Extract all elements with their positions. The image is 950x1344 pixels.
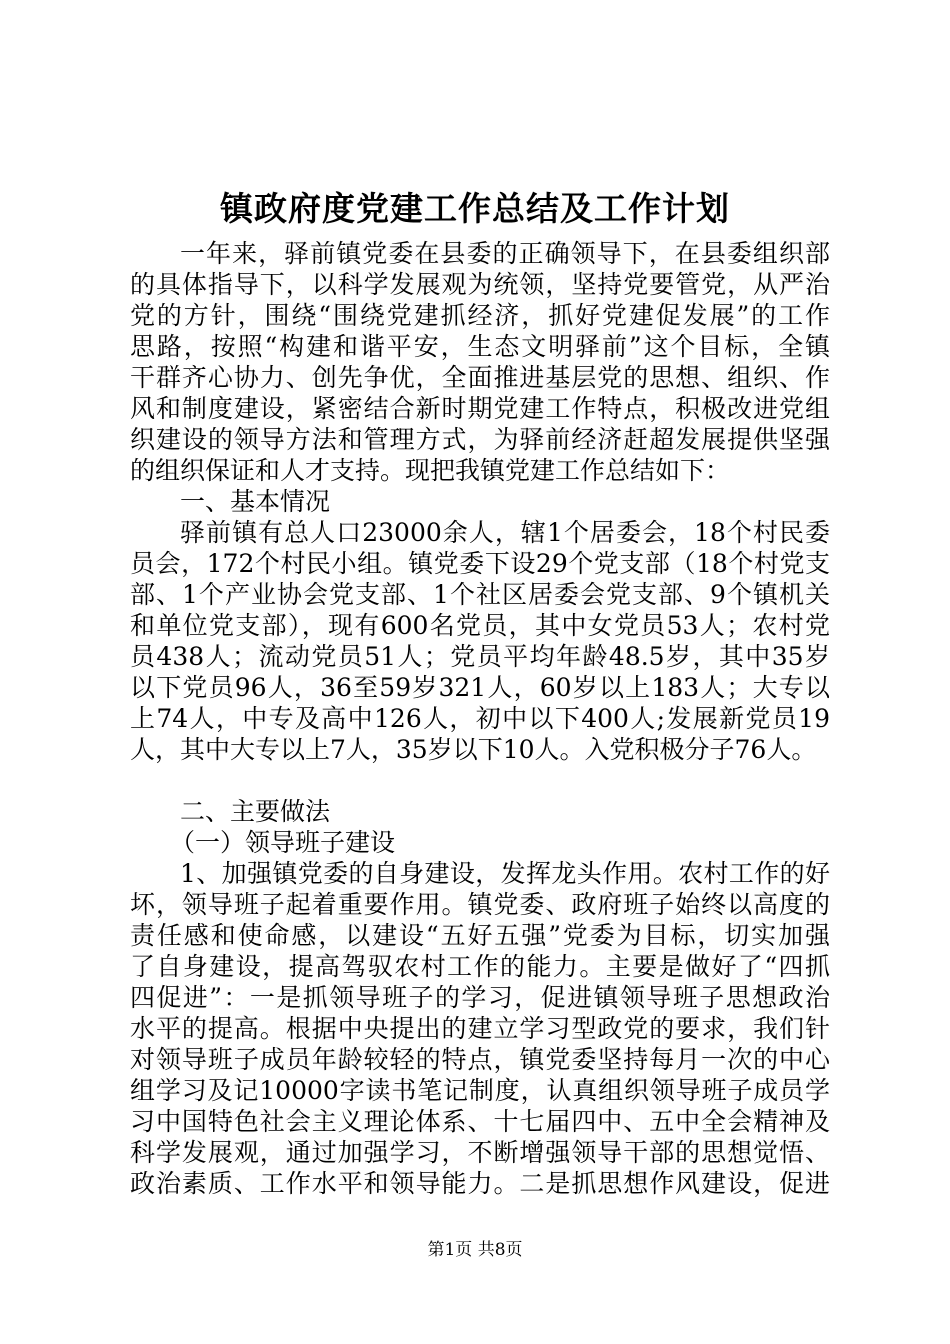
paragraph-line: 四促进”：一是抓领导班子的学习，促进镇领导班子思想政治 <box>130 983 830 1012</box>
paragraph-line: 织建设的领导方法和管理方式，为驿前经济赶超发展提供坚强 <box>130 425 830 454</box>
paragraph-line: 了自身建设，提高驾驭农村工作的能力。主要是做好了“四抓 <box>130 952 830 981</box>
section-heading: 二、主要做法 <box>180 797 331 826</box>
subsection-heading: （一）领导班子建设 <box>170 828 396 857</box>
paragraph-line: 的组织保证和人才支持。现把我镇党建工作总结如下： <box>130 456 731 485</box>
paragraph-line: 上74人，中专及高中126人，初中以下400人;发展新党员19 <box>130 704 830 733</box>
paragraph-line: 责任感和使命感，以建设“五好五强”党委为目标，切实加强 <box>130 921 830 950</box>
section-heading: 一、基本情况 <box>180 487 331 516</box>
paragraph-line: 科学发展观，通过加强学习，不断增强领导干部的思想觉悟、 <box>130 1138 830 1167</box>
blank-line <box>130 765 830 796</box>
paragraph-line: 部、1个产业协会党支部、1个社区居委会党支部、9个镇机关 <box>130 580 830 609</box>
paragraph-line: 驿前镇有总人口23000余人，辖1个居委会，18个村民委 <box>180 518 830 547</box>
paragraph-line: 员438人；流动党员51人；党员平均年龄48.5岁，其中35岁 <box>130 642 830 671</box>
paragraph-line: 习中国特色社会主义理论体系、十七届四中、五中全会精神及 <box>130 1107 830 1136</box>
paragraph-line: 水平的提高。根据中央提出的建立学习型政党的要求，我们针 <box>130 1014 830 1043</box>
paragraph-line: 坏，领导班子起着重要作用。镇党委、政府班子始终以高度的 <box>130 890 830 919</box>
paragraph-line: 和单位党支部），现有600名党员，其中女党员53人；农村党 <box>130 611 830 640</box>
paragraph-line: 思路，按照“构建和谐平安，生态文明驿前”这个目标，全镇 <box>130 332 830 361</box>
paragraph-line: 干群齐心协力、创先争优，全面推进基层党的思想、组织、作 <box>130 363 830 392</box>
paragraph-line: 对领导班子成员年龄较轻的特点，镇党委坚持每月一次的中心 <box>130 1045 830 1074</box>
document-body <box>130 238 830 1199</box>
paragraph-line: 政治素质、工作水平和领导能力。二是抓思想作风建设，促进 <box>130 1169 830 1198</box>
paragraph-line: 员会，172个村民小组。镇党委下设29个党支部（18个村党支 <box>130 549 830 578</box>
paragraph-line: 一年来，驿前镇党委在县委的正确领导下，在县委组织部 <box>180 239 830 268</box>
paragraph-line: 1、加强镇党委的自身建设，发挥龙头作用。农村工作的好 <box>180 859 830 888</box>
document-title: 镇政府度党建工作总结及工作计划 <box>220 189 730 228</box>
paragraph-line: 的具体指导下，以科学发展观为统领，坚持党要管党，从严治 <box>130 270 830 299</box>
page-number-footer: 第1页 共8页 <box>427 1240 523 1260</box>
paragraph-line: 党的方针，围绕“围绕党建抓经济，抓好党建促发展”的工作 <box>130 301 830 330</box>
paragraph-line: 风和制度建设，紧密结合新时期党建工作特点，积极改进党组 <box>130 394 830 423</box>
paragraph-line: 以下党员96人，36至59岁321人，60岁以上183人；大专以 <box>130 673 830 702</box>
paragraph-line: 组学习及记10000字读书笔记制度，认真组织领导班子成员学 <box>130 1076 830 1105</box>
paragraph-line: 人，其中大专以上7人，35岁以下10人。入党积极分子76人。 <box>130 735 817 764</box>
